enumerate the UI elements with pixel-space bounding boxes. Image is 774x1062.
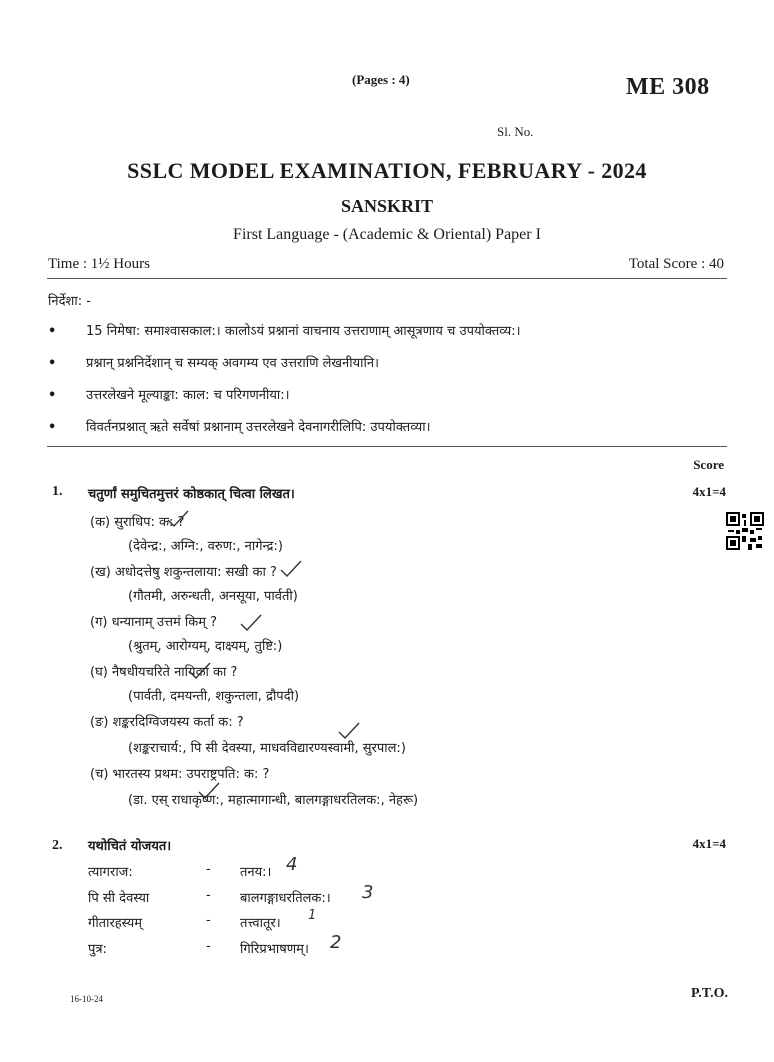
sub-label: (ग) (90, 615, 108, 630)
instruction-text: विवर्तनप्रश्नात् ऋते सर्वेषां प्रश्नानाम् उत्तरलेखने देवनागरीलिपि: उपयोक्तव्या। (86, 420, 431, 435)
instruction-item (48, 353, 379, 371)
match-left: पुत्र: (88, 942, 107, 957)
match-left: पि सी देवस्या (88, 891, 150, 906)
instruction-text: प्रश्नान् प्रश्ननिर्देशान् च सम्यक् अवगम्य एव उत्तराणि लेखनीयानि। (86, 356, 380, 371)
bullet: • (48, 356, 57, 371)
match-dash: - (206, 939, 211, 954)
check-mark-icon (238, 612, 264, 634)
score-column-heading: Score (693, 457, 724, 472)
instruction-item (48, 385, 290, 403)
sub-label: (च) (90, 767, 109, 782)
question-marks: 4x1=4 (692, 484, 726, 499)
sub-question-text: भारतस्य प्रथम: उपराष्ट्रपति: क: ? (112, 767, 270, 782)
instructions-heading: निर्देशा: - (48, 294, 91, 309)
answer-options: (श्रुतम्, आरोग्यम्, दाक्ष्यम्, तुष्टि:) (128, 639, 283, 654)
match-left: त्यागराज: (88, 865, 133, 880)
sub-question-text: अधोदत्तेषु शकुन्तलाया: सखी का ? (114, 565, 277, 580)
check-mark-icon (336, 720, 362, 742)
match-right: तनय:। (240, 865, 272, 880)
match-dash: - (206, 913, 211, 928)
answer-options: (शङ्कराचार्य:, पि सी देवस्या, माधवविद्यारण्यस्वामी, सुरपाल:) (128, 741, 406, 756)
handwritten-answer: 4 (286, 854, 298, 875)
check-mark-icon (278, 558, 304, 580)
question-marks: 4x1=4 (692, 836, 726, 851)
sub-question-text: सुराधिप: क: ? (114, 515, 185, 530)
sub-question (90, 612, 217, 630)
handwritten-answer: 2 (330, 932, 342, 953)
sub-label: (ख) (90, 565, 111, 580)
subject-title: SANSKRIT (340, 196, 434, 216)
match-dash: - (206, 888, 211, 903)
match-right: तत्त्वातूर। (240, 916, 281, 931)
question-text: यथोचितं योजयत। (88, 839, 172, 854)
bullet: • (48, 420, 57, 435)
instruction-text: उत्तरलेखने मूल्याङ्का: काल: च परिगणनीया:। (86, 388, 290, 403)
instruction-item (48, 417, 431, 435)
sub-label: (घ) (90, 665, 108, 680)
exam-code: ME 308 (626, 74, 710, 100)
sub-question-text: धन्यानाम् उत्तमं किम् ? (111, 615, 218, 630)
time-allowed: Time : 1½ Hours (48, 256, 150, 272)
match-dash: - (206, 862, 211, 877)
bullet: • (48, 388, 57, 403)
answer-options: (डा. एस् राधाकृष्ण:, महात्मागान्धी, बालगङ्गाधरतिलक:, नेहरू) (128, 793, 419, 808)
answer-options: (देवेन्द्र:, अग्नि:, वरुण:, नागेन्द्र:) (128, 539, 283, 554)
instruction-text: 15 निमेषा: समाश्वासकाल:। कालोऽयं प्रश्नानां वाचनाय उत्तराणाम् आसूत्रणाय च उपयोक्तव्य:। (86, 324, 521, 339)
question-number: 2. (52, 838, 63, 853)
sub-question (90, 562, 277, 580)
sub-question (90, 662, 237, 680)
question-text: चतुर्णां समुचितमुत्तरं कोष्ठकात् चित्वा लिखत। (88, 487, 295, 502)
pages-count: (Pages : 4) (352, 72, 410, 87)
bullet: • (48, 324, 57, 339)
sub-question (90, 764, 269, 782)
answer-options: (पार्वती, दमयन्ती, शकुन्तला, द्रौपदी) (128, 689, 300, 704)
check-mark-icon (187, 660, 213, 682)
paper-description: First Language - (Academic & Oriental) Paper I (233, 226, 541, 243)
sub-question-text: शङ्करदिग्विजयस्य कर्ता क: ? (112, 715, 244, 730)
handwritten-answer: 1 (308, 908, 317, 923)
sub-label: (ङ) (90, 715, 109, 730)
header-divider (47, 278, 727, 279)
exam-title: SSLC MODEL EXAMINATION, FEBRUARY - 2024 (127, 158, 647, 183)
question-number: 1. (52, 484, 63, 499)
match-left: गीतारहस्यम् (88, 916, 143, 931)
answer-options: (गौतमी, अरुन्धती, अनसूया, पार्वती) (128, 589, 298, 604)
sub-question (90, 712, 244, 730)
total-score: Total Score : 40 (628, 256, 724, 272)
instructions-divider (47, 446, 727, 447)
check-mark-icon (165, 508, 191, 530)
qr-code-icon (726, 512, 764, 550)
handwritten-answer: 3 (362, 882, 374, 903)
instruction-item (48, 321, 521, 339)
sub-label: (क) (90, 515, 111, 530)
please-turn-over: P.T.O. (691, 986, 728, 1001)
check-mark-icon (196, 780, 222, 802)
match-right: गिरिप्रभाषणम्। (240, 942, 309, 957)
serial-number-label: Sl. No. (497, 124, 534, 139)
match-right: बालगङ्गाधरतिलक:। (240, 891, 331, 906)
sub-question-text: नैषधीयचरिते नायिका का ? (111, 665, 238, 680)
print-date: 16-10-24 (70, 994, 103, 1004)
